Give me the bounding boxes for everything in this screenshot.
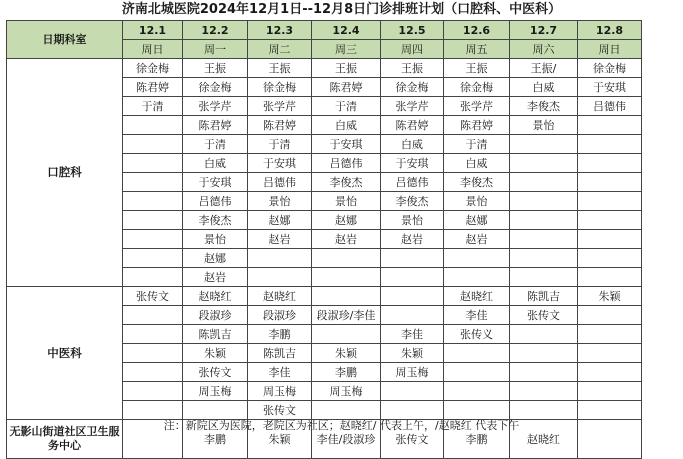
schedule-cell: 于清 (183, 135, 248, 154)
schedule-cell: 张传文 (183, 363, 248, 382)
schedule-cell (123, 154, 183, 173)
schedule-cell: 张传文 (381, 420, 444, 459)
schedule-cell (578, 363, 642, 382)
schedule-cell: 段淑珍 (183, 306, 248, 325)
schedule-cell (123, 382, 183, 401)
schedule-cell: 段淑珍 (248, 306, 312, 325)
schedule-cell: 段淑珍/李佳 (312, 306, 381, 325)
schedule-cell: 张学芹 (248, 97, 312, 116)
schedule-cell: 朱颖 (183, 344, 248, 363)
schedule-cell (578, 230, 642, 249)
schedule-cell: 王振 (381, 59, 444, 78)
schedule-cell (578, 249, 642, 268)
schedule-cell: 赵娜 (248, 211, 312, 230)
schedule-cell: 于清 (444, 135, 510, 154)
schedule-cell: 赵岩 (444, 230, 510, 249)
schedule-cell: 赵晓红 (444, 287, 510, 306)
schedule-cell: 李佳/段淑珍 (312, 420, 381, 459)
schedule-cell (123, 306, 183, 325)
schedule-cell: 景怡 (444, 192, 510, 211)
schedule-cell: 张传文 (248, 401, 312, 420)
dept-community: 无影山街道社区卫生服务中心 (7, 420, 123, 459)
weekday-header: 周二 (248, 40, 312, 59)
schedule-cell (444, 268, 510, 287)
schedule-cell: 徐金梅 (183, 78, 248, 97)
schedule-cell: 于安琪 (248, 154, 312, 173)
weekday-header: 周日 (123, 40, 183, 59)
schedule-cell (312, 268, 381, 287)
weekday-header: 周四 (381, 40, 444, 59)
schedule-cell (381, 268, 444, 287)
schedule-cell (381, 249, 444, 268)
schedule-cell: 朱颖 (312, 344, 381, 363)
schedule-cell: 李佳 (444, 306, 510, 325)
schedule-cell: 赵岩 (183, 268, 248, 287)
schedule-cell (510, 192, 578, 211)
schedule-cell: 吕德伟 (183, 192, 248, 211)
schedule-cell: 徐金梅 (123, 59, 183, 78)
schedule-cell: 张学芹 (381, 97, 444, 116)
schedule-cell: 陈凯吉 (248, 344, 312, 363)
schedule-cell (510, 173, 578, 192)
schedule-cell (510, 211, 578, 230)
schedule-cell (381, 287, 444, 306)
corner-header: 日期科室 (7, 21, 123, 59)
schedule-cell: 白威 (510, 78, 578, 97)
schedule-cell (510, 325, 578, 344)
schedule-cell: 张传义 (444, 325, 510, 344)
dept-dental: 口腔科 (7, 59, 123, 287)
schedule-cell: 赵晓红 (248, 287, 312, 306)
schedule-cell (123, 192, 183, 211)
date-header: 12.1 (123, 21, 183, 40)
schedule-cell: 张学芹 (183, 97, 248, 116)
schedule-cell (510, 154, 578, 173)
schedule-cell: 赵娜 (183, 249, 248, 268)
schedule-cell: 李佳 (381, 325, 444, 344)
schedule-cell: 朱颖 (578, 287, 642, 306)
schedule-cell: 吕德伟 (381, 173, 444, 192)
schedule-cell: 李鹏 (183, 420, 248, 459)
schedule-cell (578, 306, 642, 325)
schedule-cell: 周玉梅 (381, 363, 444, 382)
schedule-cell (578, 154, 642, 173)
schedule-cell: 景怡 (248, 192, 312, 211)
schedule-cell (578, 116, 642, 135)
date-header: 12.8 (578, 21, 642, 40)
schedule-cell (123, 173, 183, 192)
schedule-cell: 周玉梅 (312, 382, 381, 401)
schedule-cell: 朱颖 (381, 344, 444, 363)
schedule-cell: 白威 (444, 154, 510, 173)
schedule-cell (123, 211, 183, 230)
schedule-cell (578, 325, 642, 344)
weekday-header: 周日 (578, 40, 642, 59)
schedule-cell: 景怡 (381, 211, 444, 230)
schedule-cell: 张传文 (123, 287, 183, 306)
schedule-cell (123, 363, 183, 382)
schedule-cell: 陈君婷 (183, 116, 248, 135)
schedule-table (6, 20, 642, 459)
schedule-cell: 周玉梅 (248, 382, 312, 401)
weekday-header: 周六 (510, 40, 578, 59)
schedule-cell: 李俊杰 (381, 192, 444, 211)
schedule-cell: 李鹏 (444, 420, 510, 459)
schedule-cell (312, 249, 381, 268)
date-header: 12.2 (183, 21, 248, 40)
schedule-cell: 徐金梅 (248, 78, 312, 97)
schedule-cell: 陈君婷 (123, 78, 183, 97)
date-header: 12.7 (510, 21, 578, 40)
date-header: 12.6 (444, 21, 510, 40)
schedule-cell (123, 344, 183, 363)
schedule-cell (123, 230, 183, 249)
schedule-cell (578, 382, 642, 401)
schedule-cell (444, 382, 510, 401)
schedule-cell (578, 344, 642, 363)
schedule-cell: 白威 (381, 135, 444, 154)
schedule-cell (510, 230, 578, 249)
schedule-cell (248, 268, 312, 287)
schedule-cell: 李俊杰 (312, 173, 381, 192)
schedule-cell: 徐金梅 (578, 59, 642, 78)
schedule-cell: 周玉梅 (183, 382, 248, 401)
schedule-cell: 张传文 (510, 306, 578, 325)
schedule-cell (123, 135, 183, 154)
header-row-dates (7, 21, 642, 40)
schedule-cell: 赵岩 (312, 230, 381, 249)
schedule-cell: 徐金梅 (444, 78, 510, 97)
schedule-cell: 朱颖 (248, 420, 312, 459)
schedule-cell (510, 363, 578, 382)
schedule-cell (578, 173, 642, 192)
schedule-cell: 陈君婷 (444, 116, 510, 135)
schedule-cell: 赵晓红 (183, 287, 248, 306)
dental-row (7, 59, 642, 78)
schedule-cell: 景怡 (183, 230, 248, 249)
schedule-cell: 于安琪 (578, 78, 642, 97)
schedule-cell (123, 249, 183, 268)
schedule-cell (444, 249, 510, 268)
footnote: 注：新院区为医院，老院区为社区；赵晓红/ 代表上午，/赵晓红 代表下午 (163, 419, 520, 432)
schedule-cell (312, 287, 381, 306)
schedule-cell: 景怡 (510, 116, 578, 135)
dept-tcm: 中医科 (7, 287, 123, 420)
date-header: 12.5 (381, 21, 444, 40)
schedule-cell (444, 363, 510, 382)
schedule-cell: 陈君婷 (312, 78, 381, 97)
schedule-cell: 李鹏 (312, 363, 381, 382)
schedule-cell: 吕德伟 (248, 173, 312, 192)
schedule-cell: 赵晓红 (510, 420, 578, 459)
schedule-cell: 赵岩 (381, 230, 444, 249)
weekday-header: 周五 (444, 40, 510, 59)
schedule-cell (248, 249, 312, 268)
tcm-row (7, 287, 642, 306)
schedule-cell: 李俊杰 (444, 173, 510, 192)
schedule-cell: 陈凯吉 (510, 287, 578, 306)
schedule-cell: 李鹏 (248, 325, 312, 344)
schedule-cell: 于安琪 (312, 135, 381, 154)
schedule-cell (578, 268, 642, 287)
schedule-cell: 李俊杰 (183, 211, 248, 230)
schedule-cell (381, 382, 444, 401)
schedule-cell (510, 344, 578, 363)
schedule-cell: 王振 (248, 59, 312, 78)
date-header: 12.4 (312, 21, 381, 40)
schedule-cell: 王振 (312, 59, 381, 78)
schedule-cell (510, 382, 578, 401)
schedule-cell: 于清 (248, 135, 312, 154)
schedule-cell: 陈君婷 (248, 116, 312, 135)
schedule-cell: 白威 (312, 116, 381, 135)
schedule-cell: 王振 (183, 59, 248, 78)
schedule-cell: 赵岩 (248, 230, 312, 249)
page-title: 济南北城医院2024年12月1日--12月8日门诊排班计划（口腔科、中医科） (121, 2, 562, 17)
date-header: 12.3 (248, 21, 312, 40)
schedule-cell (510, 268, 578, 287)
schedule-cell: 赵娜 (444, 211, 510, 230)
schedule-cell (444, 344, 510, 363)
schedule-cell (123, 116, 183, 135)
schedule-cell (578, 211, 642, 230)
weekday-header: 周三 (312, 40, 381, 59)
schedule-cell: 王振 (444, 59, 510, 78)
schedule-cell: 吕德伟 (312, 154, 381, 173)
schedule-cell: 于安琪 (183, 173, 248, 192)
schedule-cell (312, 325, 381, 344)
weekday-header: 周一 (183, 40, 248, 59)
schedule-cell (578, 192, 642, 211)
schedule-cell (578, 135, 642, 154)
schedule-cell (123, 268, 183, 287)
schedule-cell: 张学芹 (444, 97, 510, 116)
schedule-cell (381, 306, 444, 325)
schedule-cell: 吕德伟 (578, 97, 642, 116)
schedule-cell: 于清 (123, 97, 183, 116)
schedule-cell (510, 249, 578, 268)
schedule-cell: 王振/ (510, 59, 578, 78)
schedule-cell: 陈凯吉 (183, 325, 248, 344)
schedule-cell: 李佳 (248, 363, 312, 382)
schedule-cell (510, 135, 578, 154)
schedule-cell: 李俊杰 (510, 97, 578, 116)
schedule-cell (123, 325, 183, 344)
schedule-cell: 徐金梅 (381, 78, 444, 97)
schedule-cell: 于安琪 (381, 154, 444, 173)
schedule-cell: 于清 (312, 97, 381, 116)
schedule-cell: 赵娜 (312, 211, 381, 230)
schedule-cell: 白威 (183, 154, 248, 173)
schedule-cell: 景怡 (312, 192, 381, 211)
schedule-cell: 陈君婷 (381, 116, 444, 135)
